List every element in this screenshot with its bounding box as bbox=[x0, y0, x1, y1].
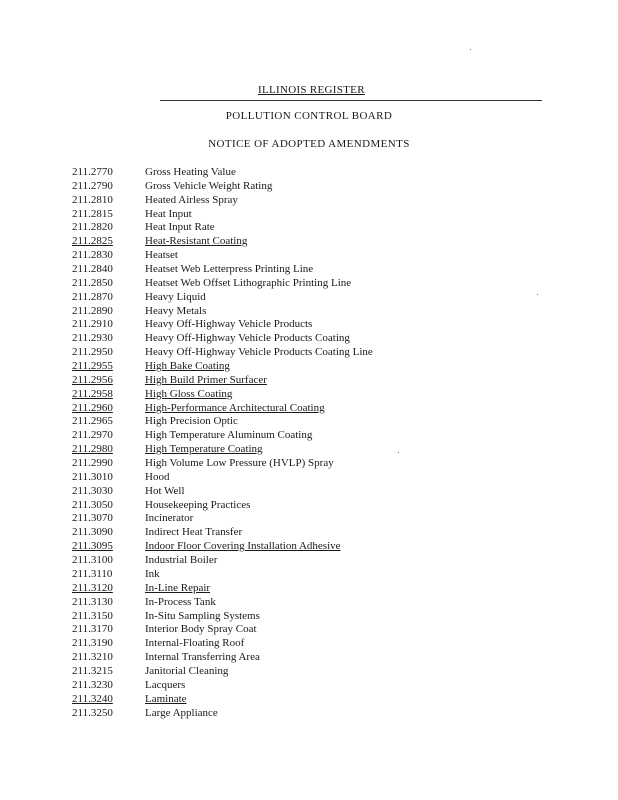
section-number: 211.2870 bbox=[72, 290, 113, 303]
section-number: 211.2830 bbox=[72, 249, 113, 262]
definition-term: Lacquers bbox=[145, 678, 186, 691]
section-number: 211.3030 bbox=[72, 484, 113, 497]
definition-term: Hood bbox=[145, 470, 170, 483]
list-item bbox=[72, 568, 373, 582]
list-item bbox=[72, 499, 373, 513]
section-number: 211.3050 bbox=[72, 498, 113, 511]
definition-term: High Volume Low Pressure (HVLP) Spray bbox=[145, 457, 334, 470]
definition-term: High Gloss Coating bbox=[145, 387, 233, 400]
section-number: 211.2890 bbox=[72, 304, 113, 317]
list-item bbox=[72, 402, 373, 416]
definition-term: Heat Input Rate bbox=[145, 221, 215, 234]
section-number: 211.3110 bbox=[72, 567, 113, 580]
list-item bbox=[72, 707, 373, 721]
section-number: 211.3190 bbox=[72, 637, 113, 650]
section-number: 211.3170 bbox=[72, 623, 113, 636]
definition-term: Indoor Floor Covering Installation Adhesive bbox=[145, 540, 341, 553]
list-item bbox=[72, 471, 373, 485]
definition-term: Heavy Off-Highway Vehicle Products Coating Line bbox=[145, 346, 373, 359]
definition-term: In-Process Tank bbox=[145, 595, 216, 608]
list-item bbox=[72, 512, 373, 526]
definition-term: Heavy Off-Highway Vehicle Products bbox=[145, 318, 313, 331]
definition-term: Hot Well bbox=[145, 484, 185, 497]
list-item bbox=[72, 623, 373, 637]
notice-title: NOTICE OF ADOPTED AMENDMENTS bbox=[208, 138, 410, 150]
section-number: 211.2825 bbox=[72, 235, 113, 248]
section-number: 211.2815 bbox=[72, 207, 113, 220]
definition-term: Heavy Metals bbox=[145, 304, 207, 317]
definition-term: High Bake Coating bbox=[145, 360, 230, 373]
definition-term: Heatset Web Offset Lithographic Printing Line bbox=[145, 276, 352, 289]
definition-term: High-Performance Architectural Coating bbox=[145, 401, 325, 414]
definition-term: Heat-Resistant Coating bbox=[145, 235, 248, 248]
list-item bbox=[72, 166, 373, 180]
definition-term: Heatset Web Letterpress Printing Line bbox=[145, 263, 314, 276]
scan-speck bbox=[398, 452, 399, 453]
list-item bbox=[72, 679, 373, 693]
definition-term: Internal Transferring Area bbox=[145, 651, 260, 664]
list-item bbox=[72, 208, 373, 222]
list-item bbox=[72, 554, 373, 568]
section-number: 211.2850 bbox=[72, 276, 113, 289]
section-number: 211.2910 bbox=[72, 318, 113, 331]
definition-term: High Temperature Coating bbox=[145, 443, 263, 456]
definition-term: Gross Vehicle Weight Rating bbox=[145, 179, 273, 192]
list-item bbox=[72, 374, 373, 388]
register-title: ILLINOIS REGISTER bbox=[258, 84, 365, 96]
list-item bbox=[72, 194, 373, 208]
list-item bbox=[72, 263, 373, 277]
list-item bbox=[72, 485, 373, 499]
section-number: 211.3150 bbox=[72, 609, 113, 622]
list-item bbox=[72, 610, 373, 624]
section-number: 211.3120 bbox=[72, 581, 113, 594]
definition-term: In-Line Repair bbox=[145, 581, 211, 594]
list-item bbox=[72, 277, 373, 291]
section-number: 211.2770 bbox=[72, 166, 113, 178]
definition-term: Internal-Floating Roof bbox=[145, 637, 245, 650]
definition-term: Heat Input bbox=[145, 207, 192, 220]
scan-speck bbox=[537, 294, 538, 295]
definition-term: Incinerator bbox=[145, 512, 194, 525]
section-number: 211.3010 bbox=[72, 470, 113, 483]
list-item bbox=[72, 429, 373, 443]
section-number: 211.2810 bbox=[72, 193, 113, 206]
section-number: 211.2990 bbox=[72, 457, 113, 470]
definition-term: Housekeeping Practices bbox=[145, 498, 251, 511]
definition-term: In-Situ Sampling Systems bbox=[145, 609, 260, 622]
list-item bbox=[72, 221, 373, 235]
list-item bbox=[72, 443, 373, 457]
definition-term: Gross Heating Value bbox=[145, 166, 236, 178]
section-number: 211.3100 bbox=[72, 554, 113, 567]
section-number: 211.2965 bbox=[72, 415, 113, 428]
definition-term: High Build Primer Surfacer bbox=[145, 373, 267, 386]
list-item bbox=[72, 637, 373, 651]
definition-term: Ink bbox=[145, 567, 160, 580]
list-item bbox=[72, 346, 373, 360]
section-number: 211.2956 bbox=[72, 373, 113, 386]
section-number: 211.3090 bbox=[72, 526, 113, 539]
scan-speck bbox=[470, 49, 471, 50]
list-item bbox=[72, 457, 373, 471]
definition-term: Indirect Heat Transfer bbox=[145, 526, 243, 539]
section-number: 211.2930 bbox=[72, 332, 113, 345]
list-item bbox=[72, 360, 373, 374]
definition-term: Interior Body Spray Coat bbox=[145, 623, 257, 636]
board-name: POLLUTION CONTROL BOARD bbox=[225, 110, 393, 122]
list-item bbox=[72, 582, 373, 596]
definition-term: Large Appliance bbox=[145, 706, 218, 719]
list-item bbox=[72, 693, 373, 707]
list-item bbox=[72, 596, 373, 610]
section-number: 211.3210 bbox=[72, 651, 113, 664]
definition-term: Janitorial Cleaning bbox=[145, 664, 229, 677]
section-number: 211.2960 bbox=[72, 401, 113, 414]
section-number: 211.2820 bbox=[72, 221, 113, 234]
section-number: 211.2790 bbox=[72, 179, 113, 192]
definition-term: High Temperature Aluminum Coating bbox=[145, 429, 313, 442]
definition-term: High Precision Optic bbox=[145, 415, 238, 428]
section-number: 211.2980 bbox=[72, 443, 113, 456]
section-number: 211.3240 bbox=[72, 692, 113, 705]
list-item bbox=[72, 291, 373, 305]
list-item bbox=[72, 651, 373, 665]
list-item bbox=[72, 180, 373, 194]
section-number: 211.3070 bbox=[72, 512, 113, 525]
section-number: 211.3215 bbox=[72, 664, 113, 677]
list-item bbox=[72, 249, 373, 263]
definition-term: Industrial Boiler bbox=[145, 554, 218, 567]
section-number: 211.2955 bbox=[72, 360, 113, 373]
list-item bbox=[72, 235, 373, 249]
section-number: 211.2840 bbox=[72, 263, 113, 276]
list-item bbox=[72, 388, 373, 402]
section-number: 211.2950 bbox=[72, 346, 113, 359]
definition-term: Heatset bbox=[145, 249, 178, 262]
list-item bbox=[72, 332, 373, 346]
section-number: 211.3230 bbox=[72, 678, 113, 691]
section-number: 211.3095 bbox=[72, 540, 113, 553]
list-item bbox=[72, 665, 373, 679]
definitions-list bbox=[72, 166, 373, 720]
list-item bbox=[72, 415, 373, 429]
list-item bbox=[72, 318, 373, 332]
section-number: 211.3130 bbox=[72, 595, 113, 608]
section-number: 211.2970 bbox=[72, 429, 113, 442]
definition-term: Heated Airless Spray bbox=[145, 193, 238, 206]
list-item bbox=[72, 305, 373, 319]
definition-term: Laminate bbox=[145, 692, 187, 705]
definition-term: Heavy Liquid bbox=[145, 290, 206, 303]
section-number: 211.2958 bbox=[72, 387, 113, 400]
definition-term: Heavy Off-Highway Vehicle Products Coating bbox=[145, 332, 350, 345]
list-item bbox=[72, 526, 373, 540]
section-number: 211.3250 bbox=[72, 706, 113, 719]
list-item bbox=[72, 540, 373, 554]
